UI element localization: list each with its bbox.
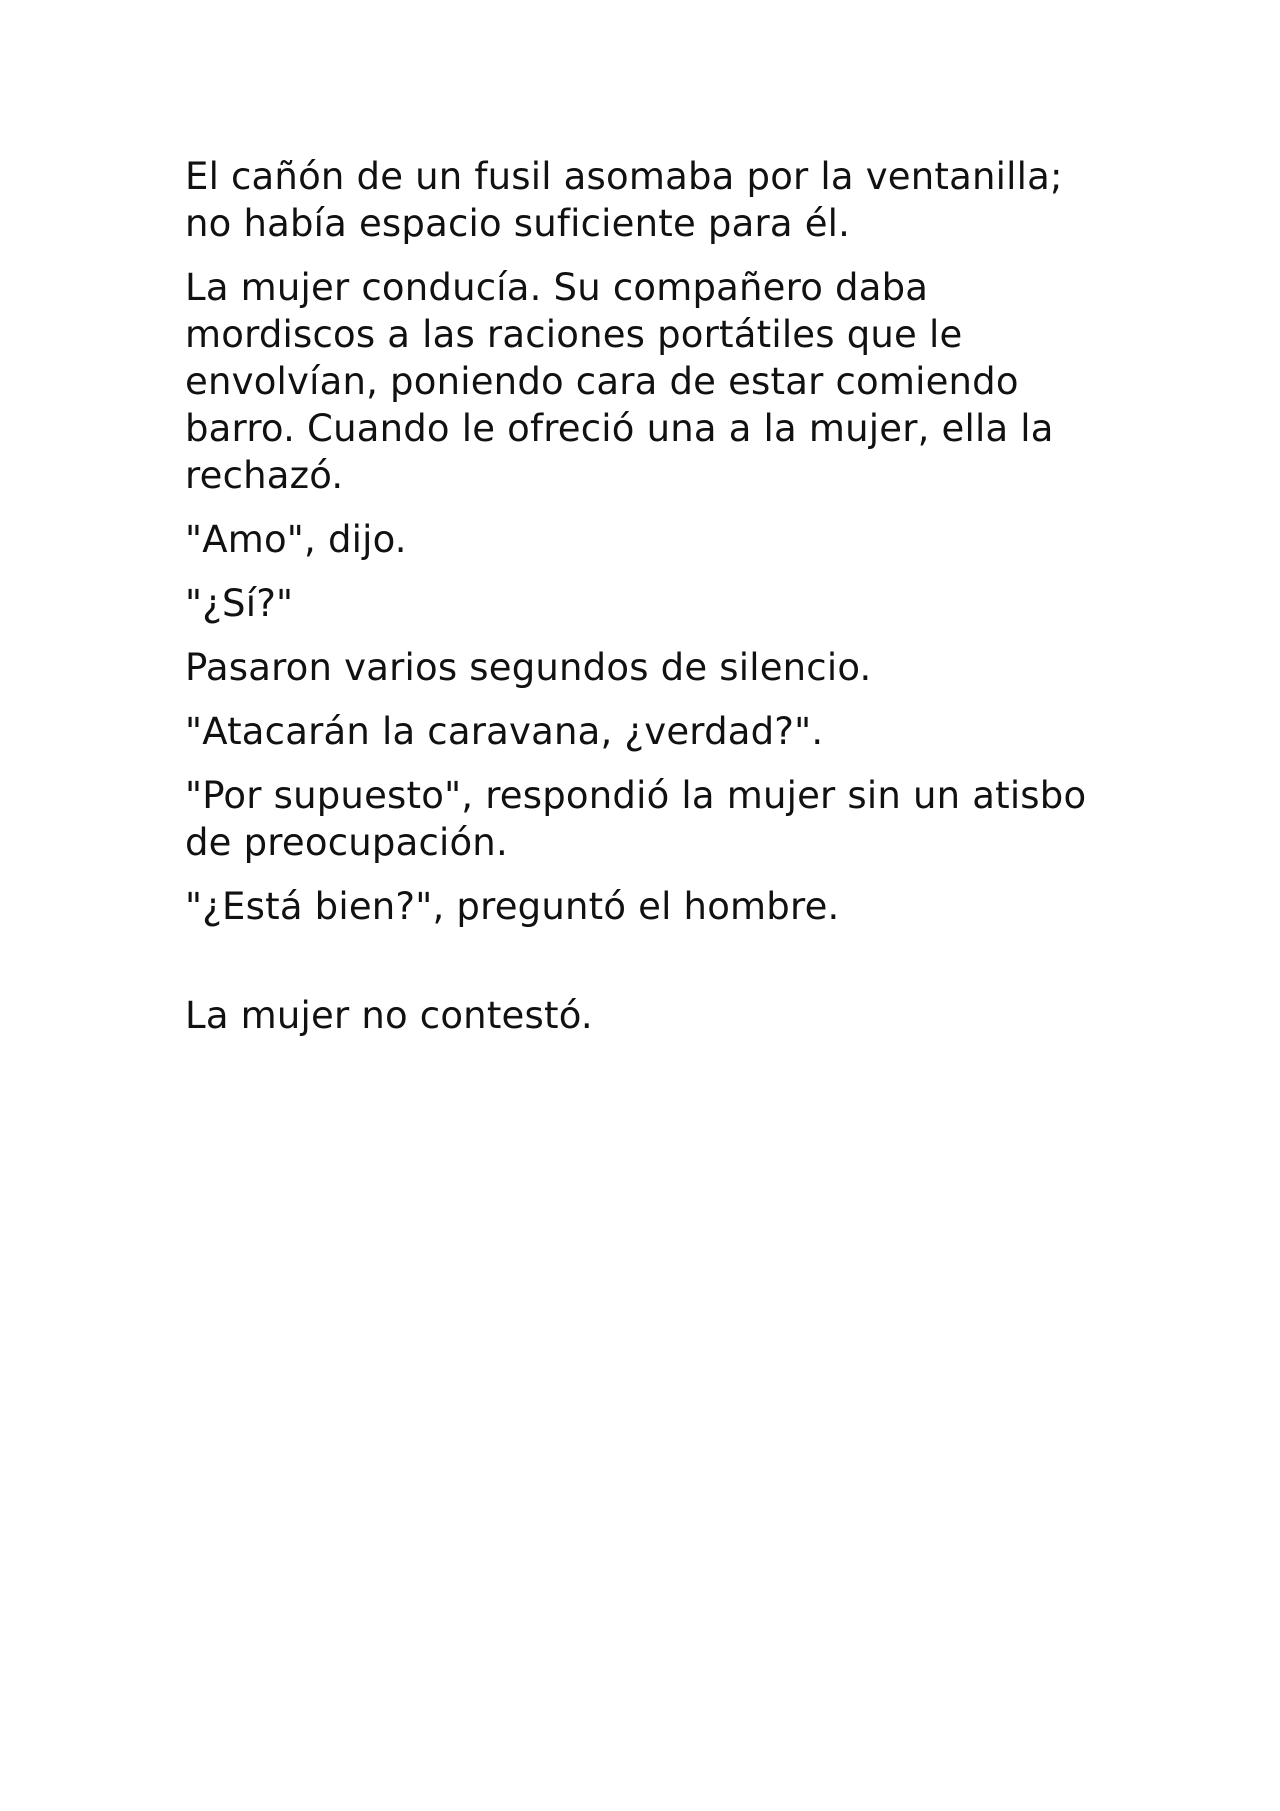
paragraph: "¿Está bien?", preguntó el hombre. [185,885,840,928]
paragraph: Pasaron varios segundos de silencio. [185,646,872,689]
paragraph: "Atacarán la caravana, ¿verdad?". [185,710,824,753]
paragraph: "Amo", dijo. [185,518,407,561]
paragraph: La mujer conducía. Su compañero daba mordiscos a las raciones portátiles que le envolvían, poniendo cara de estar comiendo barro. Cuando le ofreció una a la mujer, ella la rechazó. [185,266,1054,497]
paragraph: El cañón de un fusil asomaba por la ventanilla; no había espacio suficiente para él. [185,155,1063,245]
paragraph: "Por supuesto", respondió la mujer sin un atisbo de preocupación. [185,774,1087,864]
paragraph: La mujer no contestó. [185,994,593,1037]
body-text [185,153,1120,1056]
paragraph: "¿Sí?" [185,582,294,625]
